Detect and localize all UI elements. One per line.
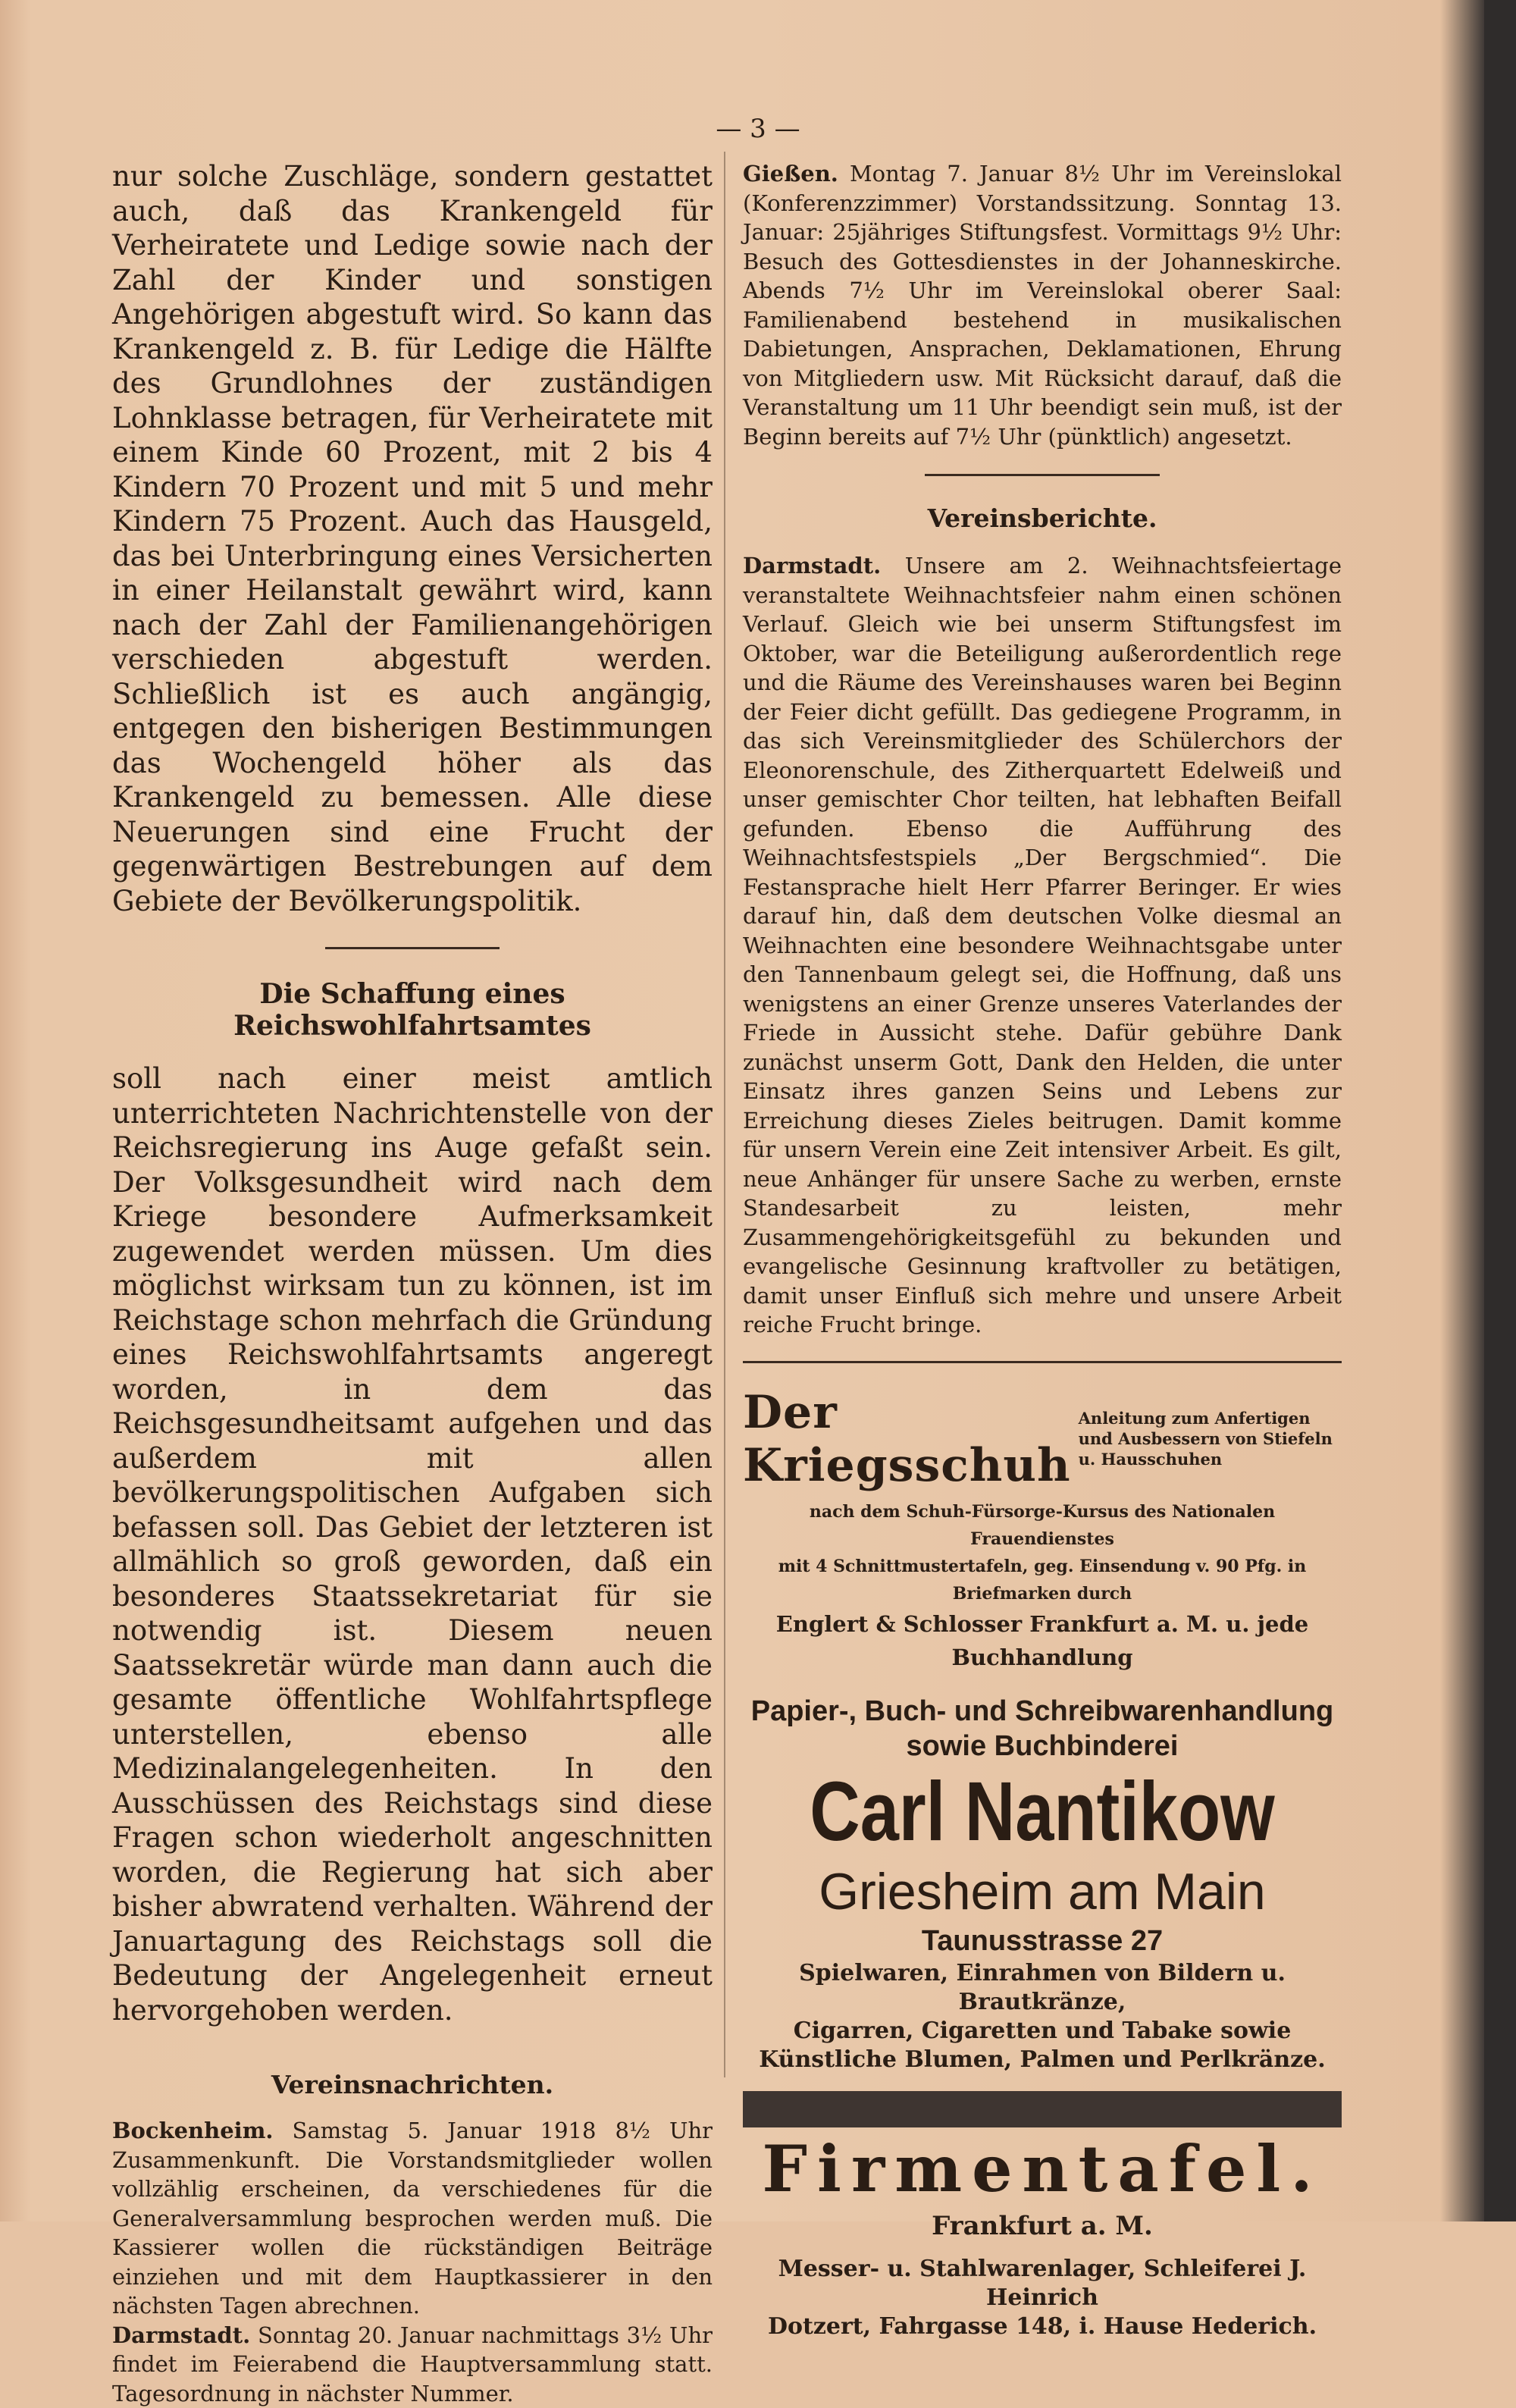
notice-darmstadt bbox=[112, 2321, 713, 2408]
black-bar bbox=[743, 2091, 1342, 2127]
article-heading: Die Schaffung eines Reichswohlfahrtsamtes bbox=[112, 978, 713, 1042]
firmentafel-heading: Firmentafel. bbox=[743, 2127, 1342, 2211]
ad-nantikow-street: Taunusstrasse 27 bbox=[743, 1923, 1342, 1959]
notice-label: Bockenheim. bbox=[112, 2118, 273, 2143]
section-rule bbox=[325, 947, 500, 949]
notice-text: Samstag 5. Januar 1918 8½ Uhr Zusammenkunft. Die Vorstandsmitglieder wollen vollzählig erscheinen, da verschiedenes für die Generalversammlung besprochen werden muß. Die Kassierer wollen die rückständigen Beiträge einziehen und mit dem Hauptkassierer in den nächsten Tagen abrechnen. bbox=[112, 2118, 713, 2319]
ad-nantikow-goods: Spielwaren, Einrahmen von Bildern u. Brautkränze, bbox=[743, 1959, 1342, 2017]
left-column bbox=[112, 159, 713, 2408]
ad-kriegsschuh-publisher: Englert & Schlosser Frankfurt a. M. u. jede Buchhandlung bbox=[743, 1607, 1342, 1674]
notice-label: Darmstadt. bbox=[112, 2322, 250, 2348]
ad-nantikow-goods: Künstliche Blumen, Palmen und Perlkränze. bbox=[743, 2046, 1342, 2074]
notice-bockenheim bbox=[112, 2116, 713, 2321]
section-rule bbox=[925, 474, 1160, 476]
ad-nantikow-line: sowie Buchbinderei bbox=[743, 1729, 1342, 1764]
notice-text: Sonntag 20. Januar nachmittags 3½ Uhr findet im Feierabend die Hauptversammlung statt. Tagesordnung in nächster Nummer. bbox=[112, 2322, 713, 2406]
firmentafel-entry: Dotzert, Fahrgasse 148, i. Hause Hederich. bbox=[743, 2312, 1342, 2341]
binding-edge bbox=[1484, 0, 1516, 2221]
ad-kriegsschuh-title: Der Kriegsschuh bbox=[743, 1386, 1071, 1492]
ad-nantikow-line: Papier-, Buch- und Schreibwarenhandlung bbox=[743, 1694, 1342, 1729]
firmentafel-entry: Messer- u. Stahlwarenlager, Schleiferei J. Heinrich bbox=[743, 2255, 1342, 2312]
ad-nantikow bbox=[743, 1694, 1342, 2074]
ad-kriegsschuh-line: mit 4 Schnittmustertafeln, geg. Einsendung v. 90 Pfg. in Briefmarken durch bbox=[743, 1553, 1342, 1607]
right-column bbox=[743, 159, 1342, 2341]
firmentafel-city: Frankfurt a. M. bbox=[743, 2211, 1342, 2241]
ad-nantikow-name: Carl Nantikow bbox=[743, 1764, 1342, 1859]
column-divider bbox=[724, 152, 725, 2077]
page-number: — 3 — bbox=[667, 114, 849, 144]
section-heading-vereinsberichte: Vereinsberichte. bbox=[743, 503, 1342, 533]
ad-kriegsschuh-subtitle: Anleitung zum Anfertigen und Ausbessern von Stiefeln u. Hausschuhen bbox=[1079, 1408, 1342, 1469]
notice-text: Montag 7. Januar 8½ Uhr im Vereinslokal (Konferenzzimmer) Vorstandssitzung. Sonntag 13. Januar: 25jähriges Stiftungsfest. Vormittags 9½ Uhr: Besuch des Gottesdienstes in der Johanneskirche. Abends 7½ Uhr im Vereinslokal oberer Saal: Familienabend bestehend in musikalischen Dabietungen, Ansprachen, Deklamationen, Ehrung von Mitgliedern usw. Mit Rücksicht darauf, daß die Veranstaltung um 11 Uhr beendigt sein muß, ist der Beginn bereits auf 7½ Uhr (pünktlich) angesetzt. bbox=[743, 161, 1342, 450]
ad-kriegsschuh-line: nach dem Schuh-Fürsorge-Kursus des Nationalen Frauendienstes bbox=[743, 1498, 1342, 1553]
notice-label: Gießen. bbox=[743, 161, 838, 187]
ad-kriegsschuh bbox=[743, 1361, 1342, 1674]
article-body: soll nach einer meist amtlich unterrichteten Nachrichtenstelle von der Reichsregierung ins Auge gefaßt sein. Der Volksgesundheit wird nach dem Kriege besondere Aufmerksamkeit zugewendet werden müssen. Um dies möglichst wirksam tun zu können, ist im Reichstage schon mehrfach die Gründung eines Reichswohlfahrtsamts angeregt worden, in dem das Reichsgesundheitsamt aufgehen und das außerdem mit allen bevölkerungspolitischen Aufgaben sich befassen soll. Das Gebiet der letzteren ist allmählich so groß geworden, daß ein besonderes Staatssekretariat für sie notwendig ist. Diesem neuen Saatssekretär würde man dann auch die gesamte öffentliche Wohlfahrtspflege unterstellen, ebenso alle Medizinalangelegenheiten. In den Ausschüssen des Reichstags sind diese Fragen schon wiederholt angeschnitten worden, die Regierung hat sich aber bisher abwratend verhalten. Während der Januartagung des Reichstags soll die Bedeutung der Angelegenheit erneut hervorgehoben werden. bbox=[112, 1061, 713, 2027]
article-continuation: nur solche Zuschläge, sondern gestattet auch, daß das Krankengeld für Verheiratete und Ledige sowie nach der Zahl der Kinder und sonstigen Angehörigen abgestuft wird. So kann das Krankengeld z. B. für Ledige die Hälfte des Grundlohnes der zuständigen Lohnklasse betragen, für Verheiratete mit einem Kinde 60 Prozent, mit 2 bis 4 Kindern 70 Prozent und mit 5 und mehr Kindern 75 Prozent. Auch das Hausgeld, das bei Unterbringung eines Versicherten in einer Heilanstalt gewährt wird, kann nach der Zahl der Familienangehörigen verschieden abgestuft werden. Schließlich ist es auch angängig, entgegen den bisherigen Bestimmungen das Wochengeld höher als das Krankengeld zu bemessen. Alle diese Neuerungen sind eine Frucht der gegenwärtigen Bestrebungen auf dem Gebiete der Bevölkerungspolitik. bbox=[112, 159, 713, 918]
notice-giessen bbox=[743, 159, 1342, 451]
section-heading-vereinsnachrichten: Vereinsnachrichten. bbox=[112, 2070, 713, 2099]
ad-nantikow-city: Griesheim am Main bbox=[743, 1861, 1342, 1923]
ad-kriegsschuh-header bbox=[743, 1386, 1342, 1492]
report-text: Unsere am 2. Weihnachtsfeiertage veranstaltete Weihnachtsfeier nahm einen schönen Verlauf. Gleich wie bei unserm Stiftungsfest im Oktober, war die Beteiligung außerordentlich rege und die Räume des Vereinshauses waren bei Beginn der Feier dicht gefüllt. Das gediegene Programm, in das sich Vereinsmitglieder des Schülerchors der Eleonorenschule, des Zitherquartett Edelweiß und unser gemischter Chor teilten, hat lebhaften Beifall gefunden. Ebenso die Aufführung des Weihnachtsfestspiels „Der Bergschmied“. Die Festansprache hielt Herr Pfarrer Beringer. Er wies darauf hin, daß dem deutschen Volke diesmal an Weihnachten eine besondere Weihnachtsgabe unter den Tannenbaum gelegt sei, die Hoffnung, daß uns wenigstens an einer Grenze unseres Vaterlandes der Friede in Aussicht stehe. Dafür gebühre Dank zunächst unserm Gott, Dank den Helden, die unter Einsatz ihres ganzen Seins und Lebens zur Erreichung dieses Zieles beitrugen. Damit komme für unsern Verein eine Zeit intensiver Arbeit. Es gilt, neue Anhänger für unsere Sache zu werben, ernste Standesarbeit zu leisten, mehr Zusammengehörigkeitsgefühl zu bekunden und evangelische Gesinnung kraftvoller zu betätigen, damit unser Einfluß sich mehre und unsere Arbeit reiche Frucht bringe. bbox=[743, 553, 1342, 1337]
report-darmstadt bbox=[743, 551, 1342, 1340]
report-label: Darmstadt. bbox=[743, 553, 881, 578]
ad-nantikow-goods: Cigarren, Cigaretten und Tabake sowie bbox=[743, 2017, 1342, 2046]
